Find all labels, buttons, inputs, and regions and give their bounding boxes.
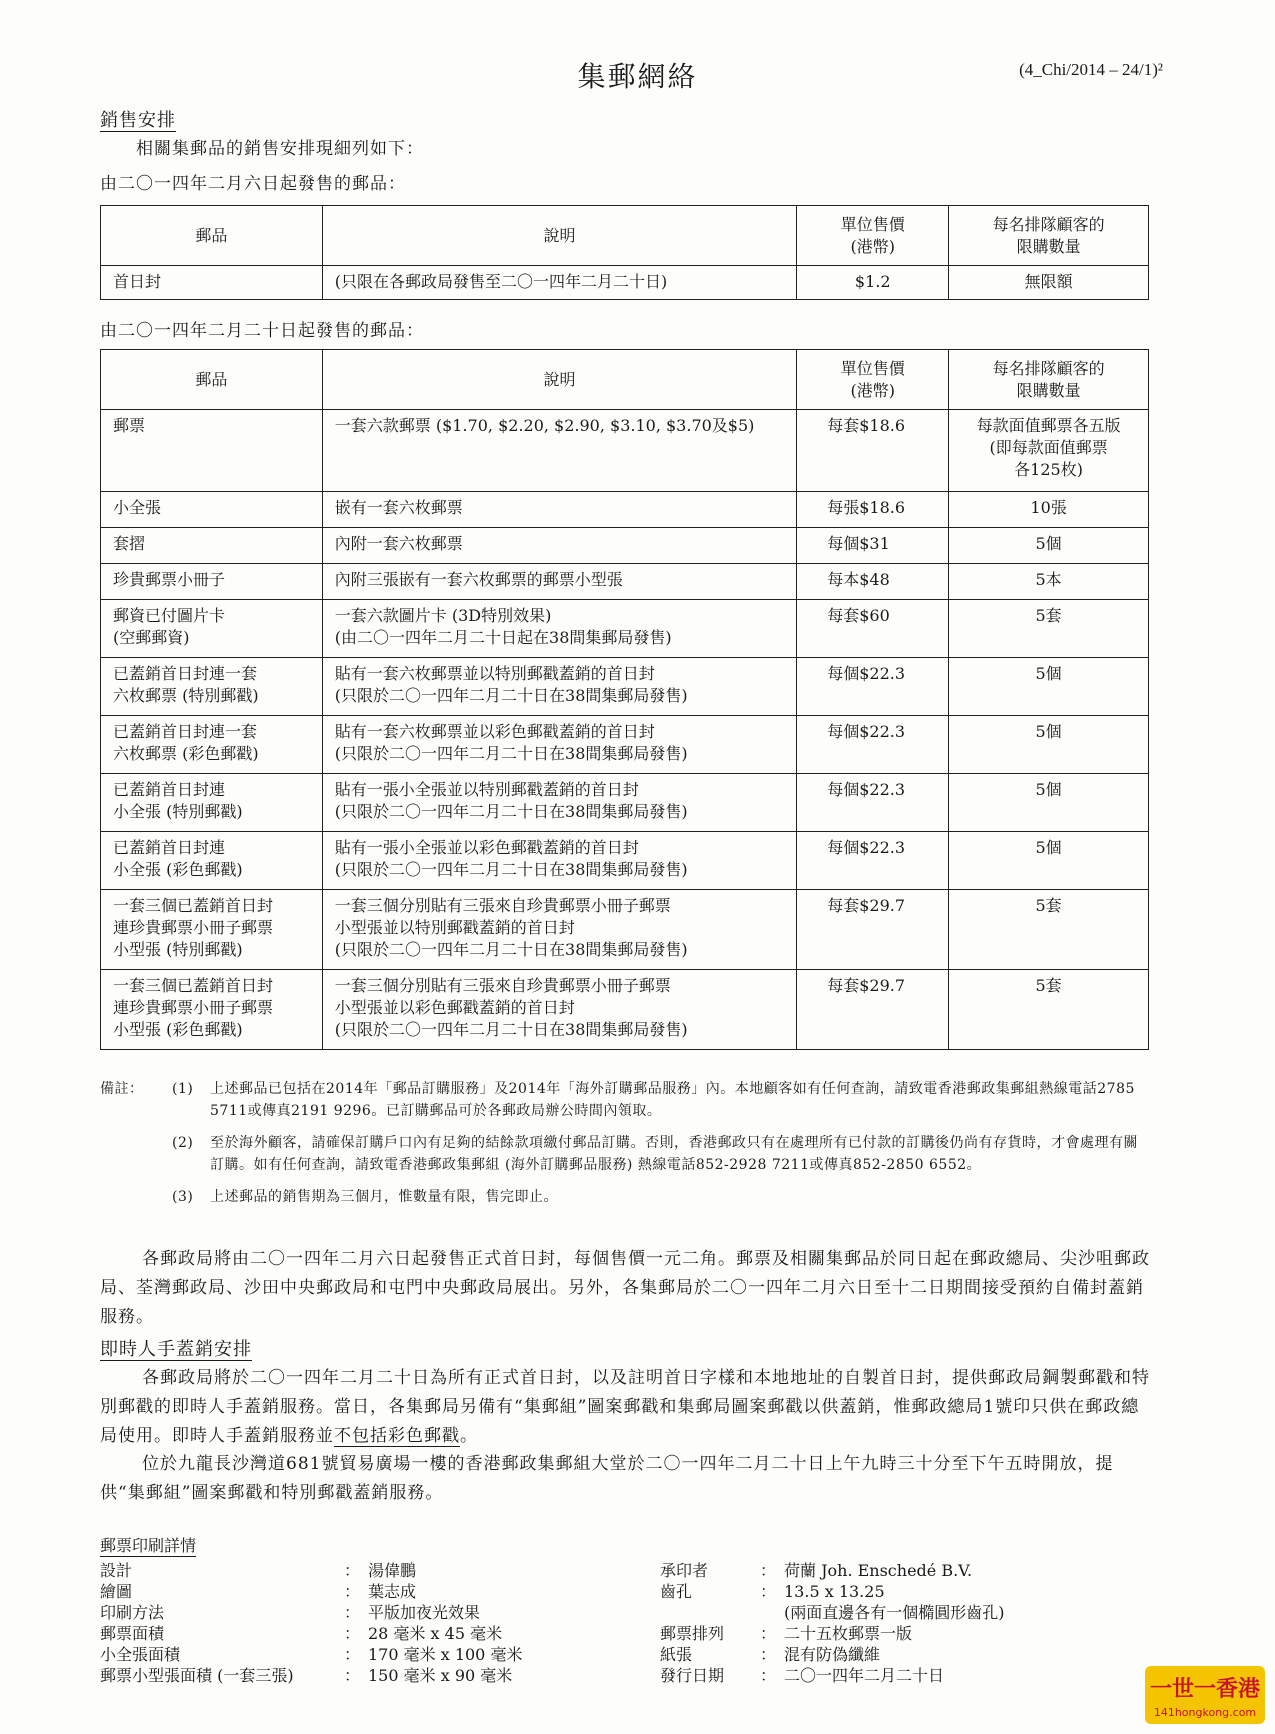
table-row bbox=[101, 658, 1149, 716]
page-title: 集郵網絡 bbox=[577, 60, 698, 93]
cell-desc: (只限在各郵政局發售至二〇一四年二月二十日) bbox=[322, 266, 797, 300]
spec-value: 二十五枚郵票一版 bbox=[784, 1624, 913, 1643]
cell-price: $1.2 bbox=[797, 266, 949, 300]
spec-value: 170 毫米 x 100 毫米 bbox=[368, 1645, 523, 1664]
document-reference: (4_Chi/2014 – 24/1)² bbox=[1019, 60, 1163, 79]
philatelic-office-paragraph: 位於九龍長沙灣道681號貿易廣場一樓的香港郵政集郵組大堂於二〇一四年二月二十日上午九時三十分至下午五時開放，提供“集郵組”圖案郵戳和特別郵戳蓋銷服務。 bbox=[100, 1454, 1114, 1503]
notes-section bbox=[100, 1078, 1150, 1218]
cell-item: 首日封 bbox=[101, 266, 323, 300]
cell-limit: 10張 bbox=[949, 492, 1149, 528]
cell-limit: 每款面值郵票各五版 (即每款面值郵票 各125枚) bbox=[949, 410, 1149, 492]
cell-price: 每個$22.3 bbox=[797, 832, 949, 890]
col-header-desc: 說明 bbox=[322, 350, 796, 410]
cell-limit: 5個 bbox=[949, 832, 1149, 890]
handstamp-text: 各郵政局將於二〇一四年二月二十日為所有正式首日封，以及註明首日字樣和本地地址的自製首日封，提供郵政局鋼製郵戳和特別郵戳的即時人手蓋銷服務。當日，各集郵局另備有“集郵組”圖案郵戳和集郵局圖案郵戳以供蓋銷，惟郵政總局1號印只供在郵政總局使用。即時人手蓋銷服務並 bbox=[100, 1368, 1150, 1446]
spec-label: 齒孔 bbox=[660, 1582, 693, 1601]
cell-desc: 一套六款圖片卡 (3D特別效果) (由二〇一四年二月二十日起在38間集郵局發售) bbox=[322, 600, 796, 658]
table-row bbox=[101, 410, 1149, 492]
watermark-url: 141hongkong.com bbox=[1153, 1706, 1257, 1719]
cell-limit: 5個 bbox=[949, 716, 1149, 774]
spec-value: 150 毫米 x 90 毫米 bbox=[368, 1666, 513, 1685]
cell-desc: 貼有一張小全張並以特別郵戳蓋銷的首日封 (只限於二〇一四年二月二十日在38間集郵局發售) bbox=[322, 774, 796, 832]
spec-label: 印刷方法 bbox=[100, 1603, 165, 1622]
cell-item: 已蓋銷首日封連一套 六枚郵票 (彩色郵戳) bbox=[101, 716, 323, 774]
cell-price: 每套$29.7 bbox=[797, 890, 949, 970]
col-header-limit: 每名排隊顧客的 限購數量 bbox=[949, 350, 1149, 410]
section2-heading: 由二〇一四年二月二十日起發售的郵品： bbox=[100, 321, 424, 341]
col-header-limit: 每名排隊顧客的 限購數量 bbox=[949, 206, 1149, 266]
spec-label: 承印者 bbox=[660, 1561, 709, 1580]
spec-label: 發行日期 bbox=[660, 1666, 725, 1685]
spec-label: 郵票排列 bbox=[660, 1624, 725, 1643]
col-header-price: 單位售價 (港幣) bbox=[797, 350, 949, 410]
spec-label: 郵票小型張面積 (一套三張) bbox=[100, 1666, 294, 1685]
cell-price: 每本$48 bbox=[797, 564, 949, 600]
cell-limit: 5套 bbox=[949, 890, 1149, 970]
cell-desc: 嵌有一套六枚郵票 bbox=[322, 492, 796, 528]
table-row bbox=[101, 266, 1149, 300]
table-row bbox=[101, 774, 1149, 832]
handstamp-heading: 即時人手蓋銷安排 bbox=[100, 1339, 252, 1360]
table-row bbox=[101, 970, 1149, 1050]
cell-limit: 5個 bbox=[949, 528, 1149, 564]
section1-heading: 由二〇一四年二月六日起發售的郵品： bbox=[100, 174, 406, 194]
cell-item: 已蓋銷首日封連 小全張 (彩色郵戳) bbox=[101, 832, 323, 890]
col-header-item: 郵品 bbox=[101, 206, 323, 266]
col-header-item: 郵品 bbox=[101, 350, 323, 410]
table-row bbox=[101, 890, 1149, 970]
sales-heading: 銷售安排 bbox=[100, 110, 176, 131]
cell-item: 一套三個已蓋銷首日封 連珍貴郵票小冊子郵票 小型張 (特別郵戳) bbox=[101, 890, 323, 970]
spec-label: 設計 bbox=[100, 1561, 133, 1580]
cell-item: 已蓋銷首日封連一套 六枚郵票 (特別郵戳) bbox=[101, 658, 323, 716]
cell-item: 小全張 bbox=[101, 492, 323, 528]
cell-desc: 貼有一套六枚郵票並以彩色郵戳蓋銷的首日封 (只限於二〇一四年二月二十日在38間集郵局發售) bbox=[322, 716, 796, 774]
cell-limit: 5套 bbox=[949, 600, 1149, 658]
table-row bbox=[101, 832, 1149, 890]
cell-limit: 5套 bbox=[949, 970, 1149, 1050]
note-text: 上述郵品已包括在2014年「郵品訂購服務」及2014年「海外訂購郵品服務」內。本地顧客如有任何查詢，請致電香港郵政集郵組熱線電話2785 5711或傳真2191 9296。已訂購郵品可於各郵政局辦公時間內領取。 bbox=[210, 1081, 1135, 1119]
cell-desc: 貼有一套六枚郵票並以特別郵戳蓋銷的首日封 (只限於二〇一四年二月二十日在38間集郵局發售) bbox=[322, 658, 796, 716]
cell-price: 每套$60 bbox=[797, 600, 949, 658]
cell-item: 郵資已付圖片卡 (空郵郵資) bbox=[101, 600, 323, 658]
printing-details: 設計 ： 湯偉鵬 繪圖 ： 葉志成 印刷方法 ： 平版加夜光效果 郵票面積 ： 28 毫米 x 45 毫米 小全張面積 ： 170 毫米 x 100 毫米 郵票小型張面積 (一套三張) ： 150 毫米 x 90 毫米 承印者 ： 荷蘭 Joh. Enschedé B.V. 齒孔 ： 13.5 x 13.25 (兩面直邊各有一個橢圓形齒孔) 郵票排列 ： 二十五枚郵票一版 紙張 ： 混有防偽纖維 發行日期 ： 二〇一四年二月二十日 bbox=[100, 1561, 1005, 1685]
printing-heading: 郵票印刷詳情 bbox=[100, 1536, 197, 1555]
spec-label: 小全張面積 bbox=[100, 1645, 181, 1664]
spec-label: 紙張 bbox=[660, 1645, 693, 1664]
cell-item: 已蓋銷首日封連 小全張 (特別郵戳) bbox=[101, 774, 323, 832]
cell-limit: 無限額 bbox=[949, 266, 1149, 300]
spec-value: 葉志成 bbox=[368, 1582, 417, 1601]
handstamp-paragraph bbox=[100, 1364, 1150, 1451]
cell-desc: 內附三張嵌有一套六枚郵票的郵票小型張 bbox=[322, 564, 796, 600]
spec-value: 混有防偽纖維 bbox=[784, 1645, 881, 1664]
cell-item: 套摺 bbox=[101, 528, 323, 564]
cell-price: 每套$18.6 bbox=[797, 410, 949, 492]
cell-desc: 一套三個分別貼有三張來自珍貴郵票小冊子郵票 小型張並以彩色郵戳蓋銷的首日封 (只限於二〇一四年二月二十日在38間集郵局發售) bbox=[322, 970, 796, 1050]
cell-desc: 一套三個分別貼有三張來自珍貴郵票小冊子郵票 小型張並以特別郵戳蓋銷的首日封 (只限於二〇一四年二月二十日在38間集郵局發售) bbox=[322, 890, 796, 970]
cell-desc: 內附一套六枚郵票 bbox=[322, 528, 796, 564]
table-row bbox=[101, 600, 1149, 658]
table-row bbox=[101, 564, 1149, 600]
spec-value: 平版加夜光效果 bbox=[368, 1603, 481, 1622]
table-feb6 bbox=[100, 205, 1149, 300]
notes-label: 備註： bbox=[100, 1081, 144, 1097]
table-feb20 bbox=[100, 349, 1149, 1050]
note-text: 上述郵品的銷售期為三個月，惟數量有限，售完即止。 bbox=[210, 1189, 558, 1205]
spec-value: 二〇一四年二月二十日 bbox=[784, 1666, 945, 1685]
note-text: 至於海外顧客，請確保訂購戶口內有足夠的結餘款項繳付郵品訂購。否則，香港郵政只有在處理所有已付款的訂購後仍尚有存貨時，才會處理有關訂購。如有任何查詢，請致電香港郵政集郵組 (海外訂購郵品服務) 熱線電話852-2928 7211或傳真852-2850 6552。 bbox=[210, 1135, 1138, 1173]
spec-value: 13.5 x 13.25 (兩面直邊各有一個橢圓形齒孔) bbox=[784, 1582, 1005, 1622]
spec-value: 荷蘭 Joh. Enschedé B.V. bbox=[784, 1561, 973, 1580]
spec-value: 28 毫米 x 45 毫米 bbox=[368, 1624, 503, 1643]
cell-price: 每個$22.3 bbox=[797, 774, 949, 832]
cell-limit: 5個 bbox=[949, 774, 1149, 832]
watermark-name: 一世一香港 bbox=[1149, 1677, 1261, 1702]
cell-price: 每個$31 bbox=[797, 528, 949, 564]
table-row bbox=[101, 528, 1149, 564]
cell-price: 每套$29.7 bbox=[797, 970, 949, 1050]
cell-price: 每個$22.3 bbox=[797, 716, 949, 774]
spec-label: 繪圖 bbox=[100, 1582, 133, 1601]
note-number: (2) bbox=[172, 1135, 194, 1151]
cell-price: 每張$18.6 bbox=[797, 492, 949, 528]
cell-price: 每個$22.3 bbox=[797, 658, 949, 716]
cell-item: 珍貴郵票小冊子 bbox=[101, 564, 323, 600]
cell-item: 郵票 bbox=[101, 410, 323, 492]
note-number: (3) bbox=[172, 1189, 194, 1205]
handstamp-text-end: 。 bbox=[460, 1426, 478, 1446]
spec-label: 郵票面積 bbox=[100, 1624, 165, 1643]
col-header-desc: 說明 bbox=[322, 206, 797, 266]
handstamp-emphasis: 不包括彩色郵戳 bbox=[334, 1426, 460, 1446]
table-row bbox=[101, 716, 1149, 774]
release-paragraph: 各郵政局將由二〇一四年二月六日起發售正式首日封，每個售價一元二角。郵票及相關集郵品於同日起在郵政總局、尖沙咀郵政局、荃灣郵政局、沙田中央郵政局和屯門中央郵政局展出。另外，各集郵局於二〇一四年二月六日至十二日期間接受預約自備封蓋銷服務。 bbox=[100, 1249, 1150, 1327]
cell-item: 一套三個已蓋銷首日封 連珍貴郵票小冊子郵票 小型張 (彩色郵戳) bbox=[101, 970, 323, 1050]
spec-value: 湯偉鵬 bbox=[368, 1561, 417, 1580]
sales-intro: 相關集郵品的銷售安排現細列如下： bbox=[136, 139, 424, 159]
cell-desc: 貼有一張小全張並以彩色郵戳蓋銷的首日封 (只限於二〇一四年二月二十日在38間集郵局發售) bbox=[322, 832, 796, 890]
cell-limit: 5本 bbox=[949, 564, 1149, 600]
col-header-price: 單位售價 (港幣) bbox=[797, 206, 949, 266]
table-row bbox=[101, 492, 1149, 528]
site-watermark-logo bbox=[1145, 1666, 1265, 1724]
cell-desc: 一套六款郵票 ($1.70, $2.20, $2.90, $3.10, $3.70及$5) bbox=[322, 410, 796, 492]
cell-limit: 5個 bbox=[949, 658, 1149, 716]
note-number: (1) bbox=[172, 1081, 194, 1097]
